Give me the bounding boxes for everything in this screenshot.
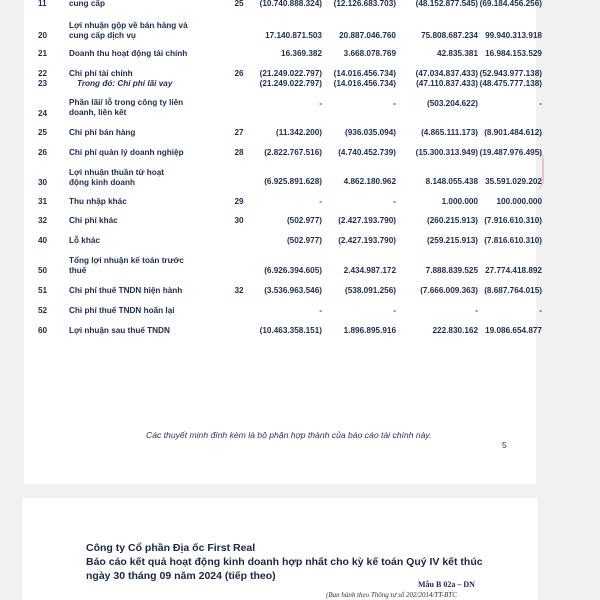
row-desc: Chi phí thuế TNDN hoãn lại xyxy=(69,306,175,315)
row-value-ytd: (7.666.009.363) xyxy=(420,286,478,295)
row-value-ytd: 42.835.381 xyxy=(437,49,478,58)
table-row xyxy=(24,0,542,11)
row-value-ytd-prior: 99.940.313.918 xyxy=(485,31,542,40)
row-value-ytd: (503.204.622) xyxy=(427,99,478,108)
row-code: 31 xyxy=(38,197,48,206)
table-row xyxy=(24,168,542,193)
row-value-q-prior: 3.668.078.769 xyxy=(343,49,396,58)
row-value-ytd: 222.830.162 xyxy=(432,326,478,335)
row-value-q: 16.369.382 xyxy=(281,49,322,58)
row-desc: Chi phí khác xyxy=(69,216,118,225)
row-note: 29 xyxy=(234,197,244,206)
row-desc: Tổng lợi nhuận kế toán trước thuế xyxy=(69,256,184,275)
row-desc: Trong đó: Chi phí lãi vay xyxy=(77,79,173,88)
table-row xyxy=(24,256,542,281)
row-value-q: (2.822.767.516) xyxy=(264,148,322,157)
table-row xyxy=(24,126,542,140)
footnote: Các thuyết minh đính kèm là bộ phận hợp thành của báo cáo tài chính này. xyxy=(146,430,432,440)
row-desc: Chi phí bán hàng xyxy=(69,128,136,137)
row-desc: Lợi nhuận sau thuế TNDN xyxy=(69,326,170,335)
row-value-ytd: (15.300.313.949) xyxy=(415,148,478,157)
report-title-line1: Báo cáo kết quả hoạt động kinh doanh hợp nhất cho kỳ kế toán Quý IV kết thúc xyxy=(86,556,483,568)
row-desc: Lợi nhuận gộp về bán hàng và cung cấp dịch vụ xyxy=(69,21,188,40)
row-desc: Doanh thu hoạt động tài chính xyxy=(69,49,188,58)
row-value-q-prior: - xyxy=(393,306,396,315)
row-value-q: (502.977) xyxy=(286,236,322,245)
row-value-ytd: (4.865.111.173) xyxy=(421,128,478,137)
row-code: 23 xyxy=(38,79,48,88)
row-desc: Lợi nhuận thuần từ hoạt động kinh doanh xyxy=(69,168,164,187)
row-value-ytd-prior: (7.916.610.310) xyxy=(484,216,542,225)
row-value-q-prior: - xyxy=(393,197,396,206)
row-desc: Chi phí quản lý doanh nghiệp xyxy=(69,148,184,157)
row-value-ytd: 8.148.055.438 xyxy=(425,177,478,186)
row-value-q: (6.925.891.628) xyxy=(264,177,322,186)
row-value-q-prior: (936.035.094) xyxy=(345,128,396,137)
row-note: 25 xyxy=(234,0,244,8)
row-desc: Thu nhập khác xyxy=(69,197,127,206)
row-value-q-prior: (2.427.193.790) xyxy=(338,216,396,225)
statement-page xyxy=(24,0,542,484)
row-code: 50 xyxy=(38,266,48,275)
form-code: Mẫu B 02a – DN xyxy=(418,580,475,589)
row-value-ytd: 75.808.687.234 xyxy=(421,31,478,40)
row-value-ytd: - xyxy=(475,306,478,315)
table-row xyxy=(24,47,542,61)
row-code: 32 xyxy=(38,216,48,225)
row-code: 22 xyxy=(38,69,48,78)
row-code: 60 xyxy=(38,326,48,335)
row-value-q-prior: (12.126.683.703) xyxy=(333,0,396,8)
table-row xyxy=(24,234,542,248)
row-value-ytd-prior: 16.984.153.529 xyxy=(485,49,542,58)
row-value-q-prior: 2.434.987.172 xyxy=(343,266,396,275)
page-number: 5 xyxy=(502,440,507,450)
row-value-q: (11.342.200) xyxy=(276,128,322,137)
row-note: 26 xyxy=(234,69,244,78)
row-value-ytd: 7.888.839.525 xyxy=(425,266,478,275)
row-value-ytd-prior: 35.591.029.202 xyxy=(485,177,542,186)
row-value-q: (3.536.963.546) xyxy=(264,286,322,295)
row-value-q-prior: (2.427.193.790) xyxy=(338,236,396,245)
row-value-ytd-prior: - xyxy=(539,306,542,315)
row-code: 30 xyxy=(38,178,48,187)
row-value-ytd: (47.034.837.433) xyxy=(415,69,478,78)
row-value-ytd-prior: (19.487.976.495) xyxy=(479,148,542,157)
row-value-ytd: (260.215.913) xyxy=(427,216,478,225)
row-value-ytd-prior: 19.086.654.877 xyxy=(485,326,542,335)
row-code: 52 xyxy=(38,306,48,315)
row-code: 21 xyxy=(38,49,48,58)
row-note: 27 xyxy=(234,128,244,137)
row-value-q-prior: 4.862.180.962 xyxy=(343,177,396,186)
table-row xyxy=(24,284,542,298)
row-value-q-prior: (14.016.456.734) xyxy=(333,69,396,78)
row-value-q-prior: (14.016.456.734) xyxy=(333,79,396,88)
row-value-q: - xyxy=(319,99,322,108)
row-value-ytd-prior: 27.774.418.892 xyxy=(485,266,542,275)
row-value-ytd-prior: (48.475.777.138) xyxy=(479,79,542,88)
row-value-q: - xyxy=(319,197,322,206)
row-value-ytd-prior: (69.184.456.256) xyxy=(479,0,542,8)
row-value-q: (502.977) xyxy=(286,216,322,225)
row-code: 51 xyxy=(38,286,48,295)
row-value-q-prior: 20.887.046.760 xyxy=(339,31,396,40)
row-desc: cung cấp xyxy=(69,0,105,8)
row-desc: Chi phí thuế TNDN hiện hành xyxy=(69,286,183,295)
row-value-ytd-prior: (7.816.610.310) xyxy=(484,236,542,245)
row-value-ytd: (48.152.877.545) xyxy=(415,0,478,8)
row-value-q: (21.249.022.797) xyxy=(259,69,322,78)
row-note: 30 xyxy=(234,216,244,225)
row-value-ytd-prior: - xyxy=(539,99,542,108)
report-title-line2: ngày 30 tháng 09 năm 2024 (tiếp theo) xyxy=(86,570,276,582)
row-code: 20 xyxy=(38,31,48,40)
row-value-q: (10.463.358.151) xyxy=(259,326,322,335)
table-row xyxy=(24,21,542,46)
row-value-q-prior: (538.091.256) xyxy=(345,286,396,295)
row-value-q-prior: - xyxy=(393,99,396,108)
row-code: 26 xyxy=(38,148,48,157)
row-desc: Phần lãi/ lỗ trong công ty liên doanh, liên kết xyxy=(69,98,184,117)
table-row xyxy=(24,214,542,228)
row-value-ytd: 1.000.000 xyxy=(441,197,478,206)
row-desc: Lỗ khác xyxy=(69,236,100,245)
table-row xyxy=(24,98,542,122)
row-desc: Chi phí tài chính xyxy=(69,69,133,78)
row-note: 28 xyxy=(234,148,244,157)
row-value-q-prior: 1.896.895.916 xyxy=(343,326,396,335)
table-row xyxy=(24,324,542,338)
row-code: 24 xyxy=(38,109,48,118)
row-value-q: (21.249.022.797) xyxy=(259,79,322,88)
company-name: Công ty Cổ phần Địa ốc First Real xyxy=(86,542,256,554)
row-value-q: (6.926.394.605) xyxy=(264,266,322,275)
table-row xyxy=(24,77,542,91)
row-value-ytd-prior: (52.943.977.138) xyxy=(479,69,542,78)
table-row xyxy=(24,146,542,160)
row-code: 11 xyxy=(38,0,47,8)
row-value-ytd-prior: (8.901.484.612) xyxy=(484,128,542,137)
row-code: 25 xyxy=(38,128,48,137)
row-value-q-prior: (4.740.452.739) xyxy=(338,148,396,157)
row-code: 40 xyxy=(38,236,48,245)
row-note: 32 xyxy=(234,286,244,295)
table-row xyxy=(24,304,542,318)
row-value-ytd-prior: (8.687.764.015) xyxy=(484,286,542,295)
row-value-q: 17.140.871.503 xyxy=(265,31,322,40)
row-value-ytd-prior: 100.000.000 xyxy=(496,197,542,206)
next-page xyxy=(22,498,538,600)
row-value-ytd: (47.110.837.433) xyxy=(416,79,478,88)
table-row xyxy=(24,195,542,209)
row-value-q: (10.740.888.324) xyxy=(259,0,322,8)
issued-by-note: (Ban hành theo Thông tư số 202/2014/TT-BTC xyxy=(326,591,457,599)
row-value-ytd: (259.215.913) xyxy=(427,236,478,245)
row-value-q: - xyxy=(319,306,322,315)
